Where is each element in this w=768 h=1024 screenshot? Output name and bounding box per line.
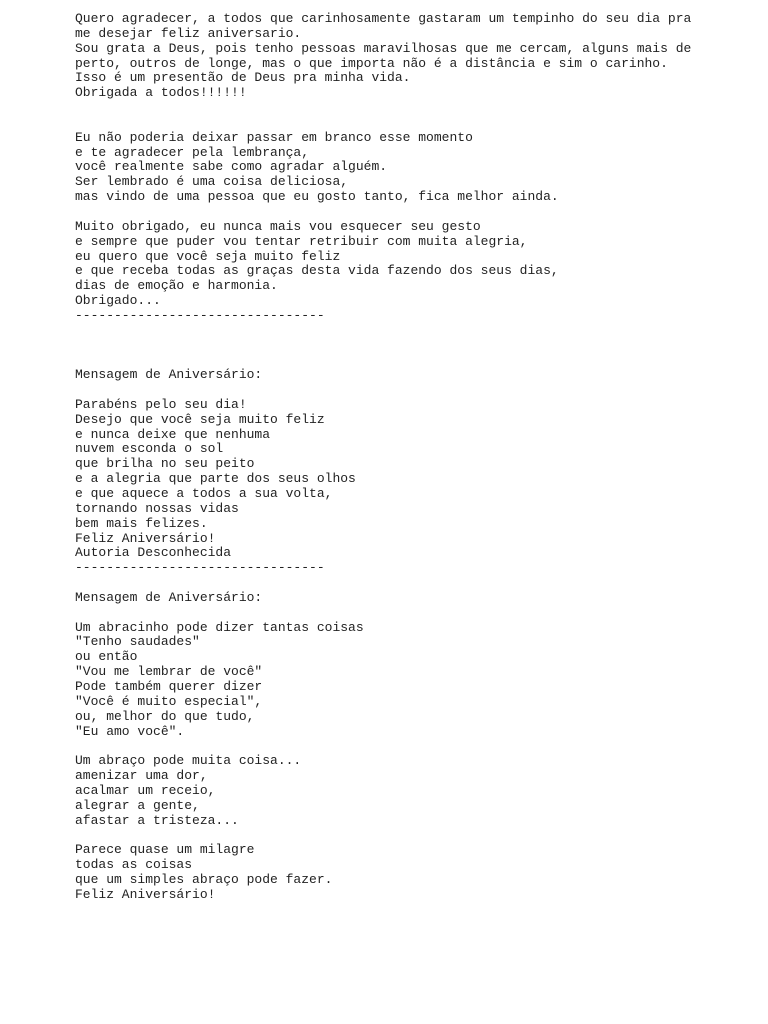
blank-line [75,205,755,220]
text-line: acalmar um receio, [75,782,216,798]
text-line: perto, outros de longe, mas o que importa não é a distância e sim o carinho. [75,55,668,71]
text-line: -------------------------------- [75,307,325,323]
blank-line [75,739,755,754]
text-line: Obrigada a todos!!!!!! [75,85,247,101]
blank-line [75,339,755,354]
blank-line [75,828,755,843]
text-line: "Você é muito especial", [75,693,263,709]
text-line: Isso é um presentão de Deus pra minha vida. [75,70,411,86]
text-line: me desejar feliz aniversario. [75,25,302,41]
text-line: Sou grata a Deus, pois tenho pessoas maravilhosas que me cercam, alguns mais de [75,40,692,56]
text-line: afastar a tristeza... [75,812,239,828]
text-line: que brilha no seu peito [75,456,255,472]
text-line: Ser lembrado é uma coisa deliciosa, [75,174,349,190]
text-line: "Eu amo você". [75,723,185,739]
text-line: alegrar a gente, [75,797,200,813]
text-line: amenizar uma dor, [75,768,208,784]
text-line: e que receba todas as graças desta vida fazendo dos seus dias, [75,263,559,279]
blank-line [75,606,755,621]
text-line: -------------------------------- [75,560,325,576]
text-line: Mensagem de Aniversário: [75,589,263,605]
blank-line [75,353,755,368]
text-line: Feliz Aniversário! [75,530,216,546]
text-line: Muito obrigado, eu nunca mais vou esquecer seu gesto [75,218,481,234]
text-line: "Vou me lembrar de você" [75,664,263,680]
text-line: Parabéns pelo seu dia! [75,396,247,412]
text-line: Autoria Desconhecida [75,545,232,561]
text-line: você realmente sabe como agradar alguém. [75,159,388,175]
text-line: nuvem esconda o sol [75,441,224,457]
text-line: eu quero que você seja muito feliz [75,248,341,264]
text-line: "Tenho saudades" [75,634,200,650]
blank-line [75,383,755,398]
text-line: Mensagem de Aniversário: [75,367,263,383]
text-line: e que aquece a todos a sua volta, [75,486,333,501]
text-line: mas vindo de uma pessoa que eu gosto tanto, fica melhor ainda. [75,189,559,205]
text-line: ou, melhor do que tudo, [75,708,255,724]
text-line: e te agradecer pela lembrança, [75,144,310,160]
blank-line [75,101,755,116]
text-line: ou então [75,649,138,665]
text-line: e sempre que puder vou tentar retribuir com muita alegria, [75,233,528,249]
text-line: Feliz Aniversário! [75,886,216,902]
text-line: Quero agradecer, a todos que carinhosamente gastaram um tempinho do seu dia pra [75,11,692,26]
blank-line [75,116,755,131]
text-line: que um simples abraço pode fazer. [75,871,333,887]
text-line: e nunca deixe que nenhuma [75,426,271,442]
text-line: e a alegria que parte dos seus olhos [75,471,356,487]
text-line: Um abracinho pode dizer tantas coisas [75,619,364,635]
blank-line [75,576,755,591]
text-line: tornando nossas vidas [75,500,239,516]
text-line: dias de emoção e harmonia. [75,278,278,294]
text-line: Parece quase um milagre [75,842,255,858]
text-line: Obrigado... [75,293,161,309]
blank-line [75,324,755,339]
text-line: bem mais felizes. [75,515,208,531]
document-text [75,12,755,903]
text-line: Um abraço pode muita coisa... [75,753,302,769]
text-line: Desejo que você seja muito feliz [75,411,325,427]
text-line: todas as coisas [75,857,193,873]
text-line: Pode também querer dizer [75,678,263,694]
text-line: Eu não poderia deixar passar em branco esse momento [75,129,473,145]
